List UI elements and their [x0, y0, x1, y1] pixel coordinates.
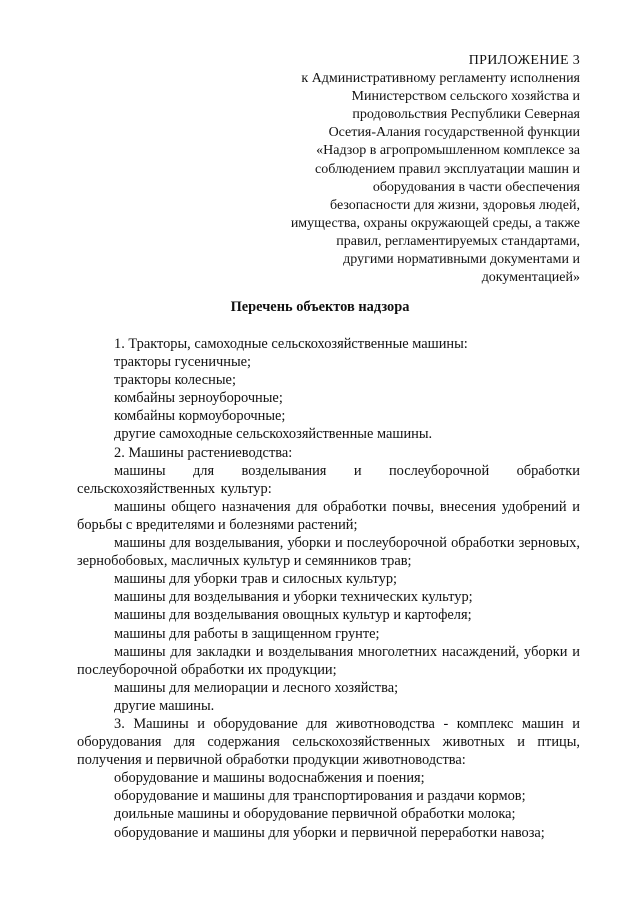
appendix-line: Осетия-Алания государственной функции	[328, 125, 580, 141]
list-item: машины для работы в защищенном грунте;	[114, 625, 380, 642]
list-item: машины для уборки трав и силосных культур;	[114, 571, 398, 588]
appendix-line: документацией»	[481, 270, 580, 286]
list-item: машины общего назначения для обработки почвы, внесения удобрений и борьбы с вредителями и болезнями растений;	[77, 498, 580, 533]
appendix-title: ПРИЛОЖЕНИЕ 3	[468, 53, 580, 68]
section-heading: 2. Машины растениеводства:	[114, 444, 293, 461]
appendix-line: продовольствия Республики Северная	[352, 107, 580, 123]
list-item: тракторы гусеничные;	[114, 354, 252, 371]
list-item: машины для возделывания овощных культур и картофеля;	[114, 607, 472, 624]
document-heading: Перечень объектов надзора	[230, 299, 410, 315]
appendix-block	[250, 52, 580, 287]
list-item: машины для возделывания, уборки и послеуборочной обработки зерновых, зернобобовых, масличных культур и семянников трав;	[77, 535, 580, 570]
list-item: оборудование и машины водоснабжения и поения;	[114, 770, 425, 787]
appendix-line: имущества, охраны окружающей среды, а также	[290, 215, 580, 231]
list-item: другие самоходные сельскохозяйственные машины.	[114, 426, 433, 443]
appendix-line: оборудования в части обеспечения	[372, 179, 580, 195]
section-heading: 3. Машины и оборудование для животноводства - комплекс машин и оборудования для содержания сельскохозяйственных животных и птицы, получения и первичной обработки продукции животноводства:	[77, 715, 580, 769]
appendix-line: Министерством сельского хозяйства и	[351, 89, 580, 105]
list-item: оборудование и машины для уборки и первичной переработки навоза;	[114, 824, 545, 841]
list-item: тракторы колесные;	[114, 372, 236, 389]
appendix-line: соблюдением правил эксплуатации машин и	[315, 161, 580, 177]
appendix-line: другими нормативными документами и	[343, 252, 580, 268]
appendix-line: правил, регламентируемых стандартами,	[336, 233, 580, 249]
list-item: машины для возделывания и уборки технических культур;	[114, 589, 473, 606]
list-item: оборудование и машины для транспортирования и раздачи кормов;	[114, 788, 526, 805]
list-item: машины для мелиорации и лесного хозяйства;	[114, 679, 399, 696]
appendix-line: «Надзор в агропромышленном комплексе за	[316, 143, 580, 159]
appendix-line: безопасности для жизни, здоровья людей,	[330, 197, 580, 213]
section-heading: 1. Тракторы, самоходные сельскохозяйственные машины:	[114, 336, 468, 352]
list-item: другие машины.	[114, 697, 215, 714]
list-item: машины для возделывания и послеуборочной обработки сельскохозяйственных культур:	[77, 462, 580, 497]
list-item: машины для закладки и возделывания многолетних насаждений, уборки и послеуборочной обработки их продукции;	[77, 643, 580, 678]
list-item: доильные машины и оборудование первичной обработки молока;	[114, 806, 516, 823]
list-item: комбайны зерноуборочные;	[114, 390, 283, 407]
appendix-line: к Административному регламенту исполнения	[301, 71, 580, 87]
list-item: комбайны кормоуборочные;	[114, 408, 286, 425]
document-body	[77, 335, 580, 842]
